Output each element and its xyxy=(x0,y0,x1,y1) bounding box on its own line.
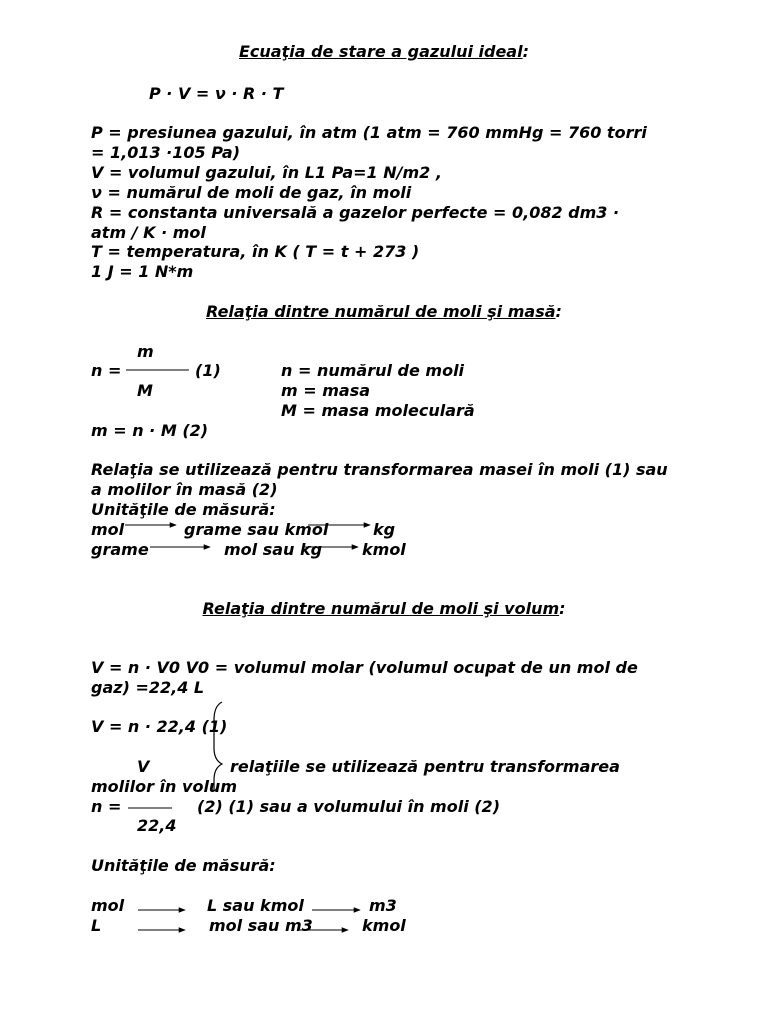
section1-title-colon: : xyxy=(522,42,529,61)
unit-label: grame xyxy=(91,540,149,559)
volume-equation-1: V = n · 22,4 (1) xyxy=(91,717,228,736)
definition-line: V = volumul gazului, în L1 Pa=1 N/m2 , xyxy=(91,163,442,182)
definition-line: T = temperatura, în K ( T = t + 273 ) xyxy=(91,242,420,261)
definition-line: R = constanta universală a gazelor perfecte = 0,082 dm3 · xyxy=(91,203,620,222)
equation-2: m = n · M (2) xyxy=(91,421,209,440)
unit-label: mol sau kg xyxy=(224,540,323,559)
definition-n: n = numărul de moli xyxy=(281,361,465,380)
n-equals: n = xyxy=(91,361,122,380)
ideal-gas-equation: P · V = ν · R · T xyxy=(149,84,284,103)
definition-line: 1 J = 1 N*m xyxy=(91,262,194,281)
relations-note: molilor în volum xyxy=(91,777,237,796)
section3-title: Relaţia dintre numărul de moli şi volum xyxy=(202,599,560,618)
unit-label: kg xyxy=(373,520,396,539)
unit-label: kmol xyxy=(362,916,406,935)
fraction-numerator: m xyxy=(137,342,154,361)
fraction-denominator: 22,4 xyxy=(137,816,177,835)
unit-label: mol sau m3 xyxy=(209,916,313,935)
fraction-numerator: V xyxy=(137,757,150,776)
units-title: Unităţile de măsură: xyxy=(91,856,276,875)
definition-m: m = masa xyxy=(281,381,371,400)
definition-line: atm / K · mol xyxy=(91,223,206,242)
units-title: Unităţile de măsură: xyxy=(91,500,276,519)
section1-title-line xyxy=(0,42,768,62)
n-equals: n = xyxy=(91,797,122,816)
definition-M: M = masa moleculară xyxy=(281,401,475,420)
definition-line: P = presiunea gazului, în atm (1 atm = 760 mmHg = 760 torri xyxy=(91,123,647,142)
unit-label: mol xyxy=(91,896,125,915)
section2-title-colon: : xyxy=(555,302,562,321)
unit-label: L sau kmol xyxy=(207,896,304,915)
unit-label: grame sau kmol xyxy=(184,520,329,539)
definition-line: ν = numărul de moli de gaz, în moli xyxy=(91,183,412,202)
unit-label: kmol xyxy=(362,540,406,559)
unit-label: mol xyxy=(91,520,125,539)
section2-title: Relaţia dintre numărul de moli şi masă xyxy=(206,302,556,321)
section3-title-line xyxy=(0,599,768,619)
section2-title-line xyxy=(0,302,768,322)
section1-title: Ecuaţia de stare a gazului ideal xyxy=(239,42,523,61)
volume-equation-2: (2) (1) sau a volumului în moli (2) xyxy=(197,797,500,816)
definition-line: = 1,013 ·105 Pa) xyxy=(91,143,241,162)
unit-label: L xyxy=(91,916,102,935)
molar-volume-line: gaz) =22,4 L xyxy=(91,678,205,697)
section3-title-colon: : xyxy=(559,599,566,618)
fraction-denominator: M xyxy=(137,381,153,400)
usage-line: Relaţia se utilizează pentru transformarea masei în moli (1) sau xyxy=(91,460,668,479)
usage-line: a molilor în masă (2) xyxy=(91,480,278,499)
equation-number: (1) xyxy=(195,361,221,380)
unit-label: m3 xyxy=(369,896,397,915)
molar-volume-line: V = n · V0 V0 = volumul molar (volumul ocupat de un mol de xyxy=(91,658,638,677)
relations-note: relaţiile se utilizează pentru transformarea xyxy=(230,757,620,776)
